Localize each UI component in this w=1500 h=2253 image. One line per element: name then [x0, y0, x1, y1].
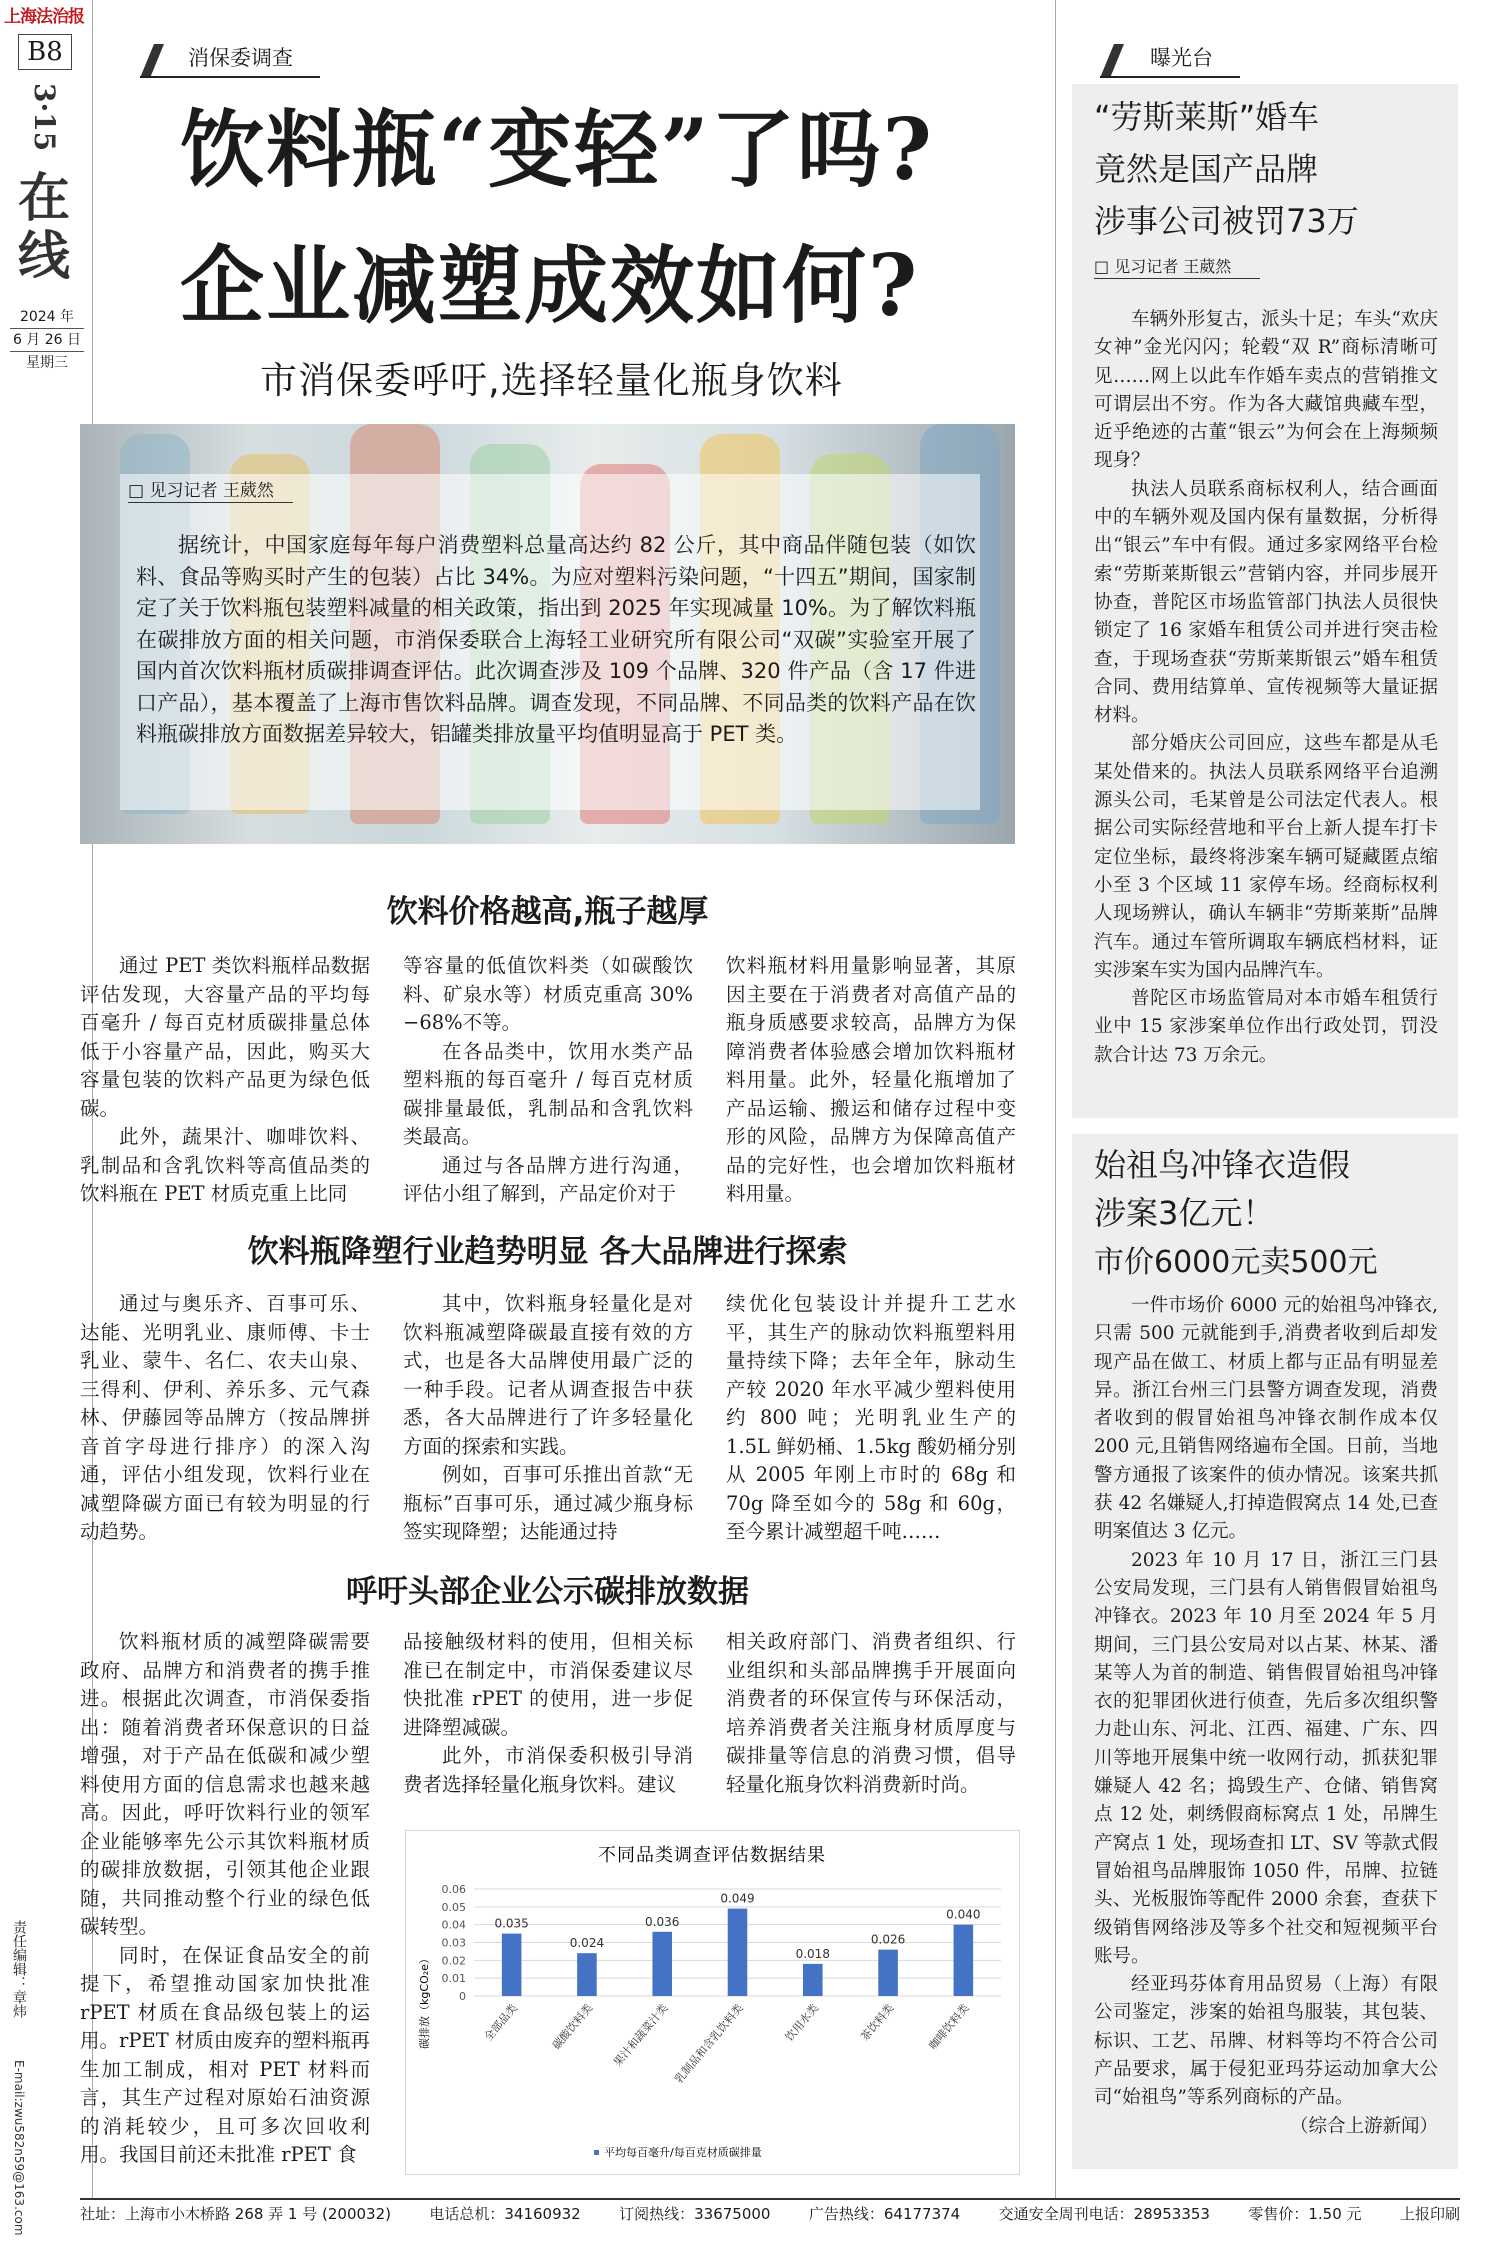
- lead-paragraph: 据统计，中国家庭每年每户消费塑料总量高达约 82 公斤，其中商品伴随包装（如饮料、食品等购买时产生的包装）占比 34%。为应对塑料污染问题，“十四五”期间，国家制定了关于饮料瓶包装塑料减量的相关政策，指出到 2025 年实现减量 10%。为了解饮料瓶在碳排放方面的相关问题，市消保委联合上海轻工业研究所有限公司“双碳”实验室开展了国内首次饮料瓶材质碳排调查评估。此次调查涉及 109 个品牌、320 件产品（含 17 件进口产品），基本覆盖了上海市售饮料品牌。调查发现，不同品牌、不同品类的饮料产品在饮料瓶碳排放方面数据差异较大，铝罐类排放量平均值明显高于 PET 类。: [136, 533, 976, 746]
- story2-body: [1094, 1292, 1438, 2141]
- chart-bar: [728, 1909, 748, 1996]
- issue-weekday: 星期三: [26, 355, 68, 371]
- y-tick-label: 0.06: [441, 1883, 466, 1896]
- main-tag: 消保委调查: [188, 46, 293, 70]
- x-tick-label: 碳酸饮料类: [549, 2001, 596, 2053]
- paragraph: 续优化包装设计并提升工艺水平，其生产的脉动饮料瓶塑料用量持续下降；去年全年，脉动生产较 2020 年水平减少塑料使用约 800 吨；光明乳业生产的 1.5L 鲜奶桶、1.5kg 酸奶桶分别从 2005 年刚上市时的 68g 和 70g 降至如今的 58g 和 60g，至今累计减塑超千吨……: [726, 1292, 1016, 1543]
- bar-value-label: 0.040: [946, 1907, 981, 1922]
- issue-day: 6 月 26 日: [10, 328, 84, 352]
- chart-y-ticks: [442, 1883, 467, 2003]
- paragraph: 通过与奥乐齐、百事可乐、达能、光明乳业、康师傅、卡士乳业、蒙牛、名仁、农夫山泉、三得利、伊利、养乐多、元气森林、伊藤园等品牌方（按品牌拼音首字母进行排序）的深入沟通，评估小组发现，饮料行业在减塑降碳方面已有较为明显的行动趋势。: [80, 1292, 370, 1543]
- paragraph: 此外，市消保委积极引导消费者选择轻量化瓶身饮料。建议: [403, 1744, 693, 1796]
- editor-credit: 责任编辑：章炜: [11, 1920, 27, 2018]
- footer-printer: 上报印刷: [1399, 2205, 1460, 2223]
- chart-legend-swatch: [594, 2150, 599, 2155]
- masthead-logo: 上海法治报: [4, 7, 84, 27]
- paragraph: 此外，蔬果汁、咖啡饮料、乳制品和含乳饮料等高值品类的饮料瓶在 PET 材质克重上比同: [80, 1125, 370, 1205]
- chart-x-labels: [481, 2001, 972, 2086]
- paragraph: 相关政府部门、消费者组织、行业组织和头部品牌携手开展面向消费者的环保宣传与环保活动，培养消费者关注瓶身材质厚度与碳排量等信息的消费习惯，倡导轻量化瓶身饮料消费新时尚。: [726, 1630, 1016, 1796]
- main-byline: □ 见习记者 王葳然: [128, 481, 274, 501]
- footer-rule: [80, 2198, 1460, 2200]
- section1-column-2: [403, 952, 693, 1209]
- chart-bars: [502, 1909, 973, 1996]
- right-divider: [1055, 0, 1056, 2200]
- paragraph: 通过与各品牌方进行沟通，评估小组了解到，产品定价对于: [403, 1153, 693, 1205]
- y-tick-label: 0.03: [441, 1936, 466, 1950]
- paragraph: 通过 PET 类饮料瓶样品数据评估发现，大容量产品的平均每百毫升 / 每百克材质碳排量总体低于小容量产品，因此，购买大容量包装的饮料产品更为绿色低碳。: [80, 954, 370, 1120]
- page-number: B8: [18, 34, 72, 70]
- headline-line-1: 饮料瓶“变轻”了吗?: [180, 100, 934, 199]
- paragraph: 普陀区市场监管局对本市婚车租赁行业中 15 家涉案单位作出行政处罚，罚没款合计达 73 万余元。: [1094, 988, 1438, 1066]
- section1-title: 饮料价格越高,瓶子越厚: [386, 894, 709, 930]
- paragraph: 部分婚庆公司回应，这些车都是从毛某处借来的。执法人员联系网络平台追溯源头公司，毛某曾是公司法定代表人。根据公司实际经营地和平台上新人提车打卡定位坐标，最终将涉案车辆可疑藏匿点缩小至 3 个区域 11 家停车场。经商标权利人现场辨认，确认车辆非“劳斯莱斯”品牌汽车。通过车管所调取车辆底档材料，证实涉案车实为国内品牌汽车。: [1094, 733, 1438, 981]
- footer-ads: 广告热线：64177374: [808, 2205, 961, 2223]
- y-tick-label: 0.02: [441, 1954, 466, 1968]
- story1-byline: □ 见习记者 王葳然: [1094, 257, 1232, 276]
- footer-phone: 电话总机：34160932: [429, 2205, 581, 2223]
- issue-date: [10, 306, 84, 374]
- section3-column-1: [80, 1628, 370, 2170]
- paragraph: 品接触级材料的使用，但相关标准已在制定中，市消保委建议尽快批准 rPET 的使用，进一步促进降塑减碳。: [403, 1630, 693, 1739]
- story2-headline-3: 市价6000元卖500元: [1094, 1245, 1378, 1280]
- bar-value-label: 0.035: [494, 1916, 529, 1931]
- paragraph: 饮料瓶材料用量影响显著，其原因主要在于消费者对高值产品的瓶身质感要求较高，品牌方为保障消费者体验感会增加饮料瓶材料用量。此外，轻量化瓶增加了产品运输、搬运和储存过程中变形的风险，品牌方为保障高值产品的完好性，也会增加饮料瓶材料用量。: [726, 954, 1016, 1205]
- paragraph: 同时，在保证食品安全的前提下，希望推动国家加快批准 rPET 材质在食品级包装上的运用。rPET 材质由废弃的塑料瓶再生加工制成，相对 PET 材料而言，其生产过程对原始石油资源的消耗较少，且可多次回收利用。我国目前还未批准 rPET 食: [80, 1943, 370, 2166]
- paragraph: 经亚玛芬体育用品贸易（上海）有限公司鉴定，涉案的始祖鸟服装，其包装、标识、工艺、吊牌、材料等均不符合公司产品要求，属于侵犯亚玛芬运动加拿大公司“始祖鸟”等系列商标的产品。: [1094, 1974, 1438, 2109]
- section3-column-2: [403, 1628, 693, 1799]
- x-tick-label: 饮用水类: [782, 2001, 822, 2044]
- story2-headline-2: 涉案3亿元！: [1094, 1194, 1275, 1232]
- bar-value-label: 0.024: [569, 1936, 605, 1951]
- x-tick-label: 乳制品和含乳饮料类: [672, 2001, 746, 2086]
- footer-address: 社址：上海市小木桥路 268 弄 1 号 (200032): [80, 2205, 391, 2223]
- headline-line-2: 企业减塑成效如何?: [180, 236, 920, 335]
- bar-chart: [405, 1830, 1020, 2175]
- chart-y-label: 碳排放（kgCO₂e）: [418, 1953, 431, 2049]
- paragraph: 执法人员联系商标权利人，结合画面中的车辆外观及国内保有量数据，分析得出“银云”车中有假。通过多家网络平台检索“劳斯莱斯银云”营销内容，并同步展开协查，普陀区市场监管部门执法人员很快锁定了 16 家婚车租赁公司并进行突击检查，于现场查获“劳斯莱斯银云”婚车租赁合同、费用结算单、宣传视频等大量证据材料。: [1094, 478, 1438, 727]
- section2-column-3: [726, 1290, 1016, 1547]
- story1-headline-3: 涉事公司被罚73万: [1094, 202, 1359, 240]
- section3-title: 呼吁头部企业公示碳排放数据: [346, 1574, 749, 1610]
- paragraph: 饮料瓶材质的减塑降碳需要政府、品牌方和消费者的携手推进。根据此次调查，市消保委指出：随着消费者环保意识的日益增强，对于产品在低碳和减少塑料使用方面的信息需求也越来越高。因此，呼吁饮料行业的领军企业能够率先公示其饮料瓶材质的碳排放数据，引领其他企业跟随，共同推动整个行业的绿色低碳转型。: [80, 1630, 370, 1938]
- story2-headline-1: 始祖鸟冲锋衣造假: [1094, 1146, 1351, 1184]
- footer-subscribe: 订阅热线：33675000: [619, 2205, 771, 2223]
- x-tick-label: 咖啡饮料类: [926, 2001, 972, 2053]
- story-separator: [1072, 1118, 1458, 1134]
- chart-bar: [954, 1925, 974, 1996]
- y-tick-label: 0.01: [441, 1972, 466, 1986]
- footer-traffic: 交通安全周刊电话：28953353: [998, 2205, 1210, 2223]
- chart-bar: [878, 1950, 898, 1996]
- x-tick-label: 全部品类: [481, 2001, 520, 2044]
- bar-value-label: 0.026: [870, 1932, 906, 1947]
- byline-rule: [1094, 278, 1260, 279]
- byline-rule: [128, 502, 293, 503]
- chart-bar: [803, 1964, 823, 1996]
- chart-legend: 平均每百毫升/每百克材质碳排量: [604, 2146, 762, 2159]
- tag-slash-icon: [140, 44, 154, 68]
- story1-body: [1094, 306, 1438, 1070]
- issue-year: 2024 年: [19, 309, 75, 325]
- y-tick-label: 0.05: [441, 1900, 466, 1914]
- story2-source: （综合上游新闻）: [1289, 2115, 1438, 2137]
- bar-chart-svg: [406, 1831, 1019, 2174]
- section2-title: 饮料瓶降塑行业趋势明显 各大品牌进行探索: [247, 1234, 848, 1270]
- section1-column-3: [726, 952, 1016, 1209]
- chart-bar: [652, 1932, 672, 1996]
- story1-headline-2: 竟然是国产品牌: [1094, 150, 1319, 188]
- x-tick-label: 茶饮料类: [858, 2001, 897, 2044]
- y-tick-label: 0.04: [441, 1918, 466, 1932]
- right-tag: 曝光台: [1150, 46, 1213, 70]
- footer: [80, 2203, 1460, 2231]
- subheadline: 市消保委呼吁,选择轻量化瓶身饮料: [260, 359, 843, 402]
- bar-value-label: 0.018: [795, 1946, 830, 1961]
- paragraph: 其中，饮料瓶身轻量化是对饮料瓶减塑降碳最直接有效的方式，也是各大品牌使用最广泛的一种手段。记者从调查报告中获悉，各大品牌进行了许多轻量化方面的探索和实践。: [403, 1292, 693, 1458]
- chart-title: 不同品类调查评估数据结果: [598, 1845, 826, 1866]
- chart-bar: [502, 1934, 522, 1996]
- paragraph: 在各品类中，饮用水类产品塑料瓶的每百毫升 / 每百克材质碳排量最低，乳制品和含乳饮料类最高。: [403, 1039, 693, 1148]
- section2-column-1: [80, 1290, 370, 1547]
- story1-headline-1: “劳斯莱斯”婚车: [1094, 98, 1320, 136]
- editor-email: E-mail:zwu582n59@163.com: [12, 2060, 26, 2236]
- paragraph: 2023 年 10 月 17 日，浙江三门县公安局发现，三门县有人销售假冒始祖鸟冲锋衣。2023 年 10 月至 2024 年 5 月期间，三门县公安局对以占某、林某、潘某等人为首的制造、销售假冒始祖鸟冲锋衣的犯罪团伙进行侦查，先后多次组织警力赴山东、河北、江西、福建、广东、四川等地开展集中统一收网行动，抓获犯罪嫌疑人 42 名；捣毁生产、仓储、销售窝点 12 处，刺绣假商标窝点 1 处，吊牌生产窝点 1 处，现场查扣 LT、SV 等款式假冒始祖鸟品牌服饰 1050 件，吊牌、拉链头、光板服饰等配件 2000 余套，查获下级销售网络涉及等多个社交和短视频平台账号。: [1094, 1549, 1438, 1967]
- footer-price: 零售价：1.50 元: [1248, 2205, 1362, 2223]
- bar-value-label: 0.049: [720, 1891, 755, 1906]
- section2-column-2: [403, 1290, 693, 1547]
- paragraph: 例如，百事可乐推出首款“无瓶标”百事可乐，通过减少瓶身标签实现降塑；达能通过持: [403, 1463, 693, 1543]
- section3-column-3: [726, 1628, 1016, 1799]
- paragraph: 车辆外形复古，派头十足；车头“欢庆女神”金光闪闪；轮毂“双 R”商标清晰可见……网上以此车作婚车卖点的营销推文可谓层出不穷。作为各大藏馆典藏车型，近乎绝迹的古董“银云”为何会在上海频频现身？: [1094, 309, 1438, 472]
- main-tag-underline: [140, 76, 320, 78]
- paragraph: 一件市场价 6000 元的始祖鸟冲锋衣,只需 500 元就能到手,消费者收到后却发现产品在做工、材质上都与正品有明显差异。浙江台州三门县警方调查发现，消费者收到的假冒始祖鸟冲锋衣制作成本仅 200 元,且销售网络遍布全国。日前，当地警方通报了该案件的侦办情况。该案共抓获 42 名嫌疑人,打掉造假窝点 14 处,已查明案值达 3 亿元。: [1094, 1295, 1438, 1543]
- x-tick-label: 果汁和蔬菜汁类: [611, 2001, 671, 2069]
- paragraph: 等容量的低值饮料类（如碳酸饮料、矿泉水等）材质克重高 30%−68%不等。: [403, 954, 693, 1034]
- right-tag-underline: [1100, 76, 1240, 78]
- tag-slash-icon: [1100, 44, 1140, 84]
- bar-value-label: 0.036: [645, 1914, 680, 1929]
- section-char-2: 线: [17, 226, 70, 287]
- y-tick-label: 0: [459, 1990, 466, 2003]
- section-number: 3·15: [28, 82, 61, 152]
- section1-column-1: [80, 952, 370, 1209]
- section-char-1: 在: [17, 168, 70, 229]
- bottles-photo: [80, 424, 1015, 844]
- chart-bar: [577, 1953, 597, 1996]
- section-name: [14, 82, 74, 286]
